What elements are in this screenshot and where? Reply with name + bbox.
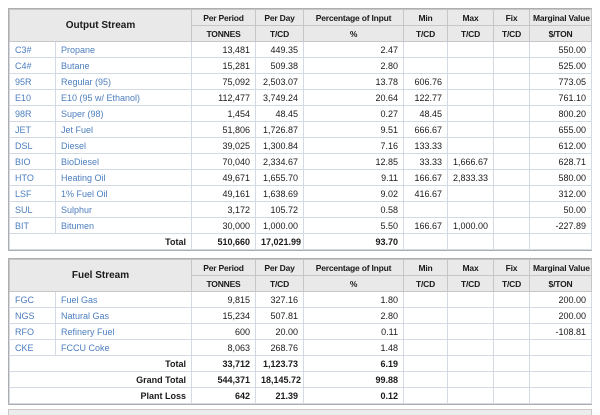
cell-marginal: 525.00 (530, 58, 592, 74)
cell-max (448, 138, 494, 154)
cell-pct: 6.19 (304, 356, 404, 372)
col-header-min: Min (404, 10, 448, 26)
cell-per-period: 544,371 (192, 372, 256, 388)
cell-marginal (530, 356, 592, 372)
output-table-title: Output Stream (10, 10, 192, 42)
fuel-table-title: Fuel Stream (10, 260, 192, 292)
cell-min (404, 42, 448, 58)
stream-code-link[interactable]: 98R (15, 108, 32, 119)
total-row-label: Plant Loss (10, 388, 192, 404)
cell-fix (494, 234, 530, 250)
stream-code-link[interactable]: CKE (15, 342, 34, 353)
cell-max (448, 202, 494, 218)
output-stream-table (9, 9, 592, 250)
cell-fix (494, 324, 530, 340)
cell-pct: 13.78 (304, 74, 404, 90)
stream-name-cell (56, 74, 192, 90)
cell-per-period: 1,454 (192, 106, 256, 122)
stream-code-cell (10, 90, 56, 106)
cell-per-day: 1,123.73 (256, 356, 304, 372)
cell-marginal: 312.00 (530, 186, 592, 202)
cell-per-day: 2,503.07 (256, 74, 304, 90)
stream-code-cell (10, 74, 56, 90)
cell-per-day: 20.00 (256, 324, 304, 340)
cell-min (404, 372, 448, 388)
cell-pct: 9.51 (304, 122, 404, 138)
table-row (10, 138, 592, 154)
stream-code-link[interactable]: HTO (15, 172, 34, 183)
output-stream-header (10, 10, 592, 42)
stream-name-cell (56, 324, 192, 340)
cell-per-period: 510,660 (192, 234, 256, 250)
col-unit-fix: T/CD (494, 26, 530, 42)
stream-code-cell (10, 106, 56, 122)
stream-name-cell (56, 292, 192, 308)
stream-code-cell (10, 170, 56, 186)
cell-fix (494, 58, 530, 74)
stream-name-link[interactable]: BioDiesel (61, 156, 100, 167)
cell-max (448, 372, 494, 388)
col-unit-per-period: TONNES (192, 276, 256, 292)
cell-min (404, 340, 448, 356)
cell-pct: 20.64 (304, 90, 404, 106)
col-unit-per-day: T/CD (256, 26, 304, 42)
col-header-marginal-value: Marginal Value (530, 260, 592, 276)
stream-name-link[interactable]: Propane (61, 44, 96, 55)
cell-per-day: 1,638.69 (256, 186, 304, 202)
cell-pct: 12.85 (304, 154, 404, 170)
stream-code-link[interactable]: FGC (15, 294, 34, 305)
cell-min (404, 308, 448, 324)
cell-max: 2,833.33 (448, 170, 494, 186)
cell-max: 1,000.00 (448, 218, 494, 234)
cell-per-period: 3,172 (192, 202, 256, 218)
stream-code-link[interactable]: C3# (15, 44, 32, 55)
stream-code-cell (10, 308, 56, 324)
cell-marginal: -108.81 (530, 324, 592, 340)
cell-per-period: 51,806 (192, 122, 256, 138)
cell-per-day: 509.38 (256, 58, 304, 74)
cell-marginal: 800.20 (530, 106, 592, 122)
stream-name-link[interactable]: Refinery Fuel (61, 326, 115, 337)
cell-fix (494, 340, 530, 356)
cell-marginal: 773.05 (530, 74, 592, 90)
cell-max (448, 186, 494, 202)
cell-max (448, 90, 494, 106)
stream-code-cell (10, 340, 56, 356)
cell-marginal: 200.00 (530, 292, 592, 308)
col-unit-max: T/CD (448, 26, 494, 42)
cell-pct: 5.50 (304, 218, 404, 234)
cell-fix (494, 138, 530, 154)
cell-max (448, 106, 494, 122)
stream-name-link[interactable]: Heating Oil (61, 172, 106, 183)
cell-max (448, 388, 494, 404)
cell-per-period: 642 (192, 388, 256, 404)
cell-marginal: 550.00 (530, 42, 592, 58)
cell-fix (494, 154, 530, 170)
cell-max (448, 234, 494, 250)
cell-per-day: 268.76 (256, 340, 304, 356)
stream-name-link[interactable]: Natural Gas (61, 310, 110, 321)
cell-fix (494, 308, 530, 324)
stream-code-cell (10, 138, 56, 154)
cell-pct: 93.70 (304, 234, 404, 250)
cell-per-day: 1,000.00 (256, 218, 304, 234)
cell-fix (494, 186, 530, 202)
col-header-pct-of-input: Percentage of Input (304, 260, 404, 276)
cell-marginal: 655.00 (530, 122, 592, 138)
cell-fix (494, 42, 530, 58)
cell-marginal: 628.71 (530, 154, 592, 170)
stream-code-link[interactable]: C4# (15, 60, 32, 71)
cell-marginal: 761.10 (530, 90, 592, 106)
col-unit-marginal-value: $/TON (530, 26, 592, 42)
cell-per-day: 48.45 (256, 106, 304, 122)
table-row (10, 58, 592, 74)
cell-per-period: 49,671 (192, 170, 256, 186)
cell-max (448, 340, 494, 356)
cell-per-period: 15,281 (192, 58, 256, 74)
cell-per-day: 1,726.87 (256, 122, 304, 138)
stream-name-link[interactable]: 1% Fuel Oil (61, 188, 108, 199)
cell-pct: 99.88 (304, 372, 404, 388)
col-unit-marginal-value: $/TON (530, 276, 592, 292)
col-unit-max: T/CD (448, 276, 494, 292)
stream-name-cell (56, 308, 192, 324)
col-unit-min: T/CD (404, 26, 448, 42)
fuel-stream-table-wrap (8, 258, 592, 405)
cell-pct: 9.11 (304, 170, 404, 186)
stream-name-link[interactable]: FCCU Coke (61, 342, 110, 353)
cell-min: 416.67 (404, 186, 448, 202)
stream-code-cell (10, 202, 56, 218)
cell-per-day: 1,655.70 (256, 170, 304, 186)
stream-name-link[interactable]: Super (98) (61, 108, 104, 119)
cell-fix (494, 372, 530, 388)
cell-pct: 7.16 (304, 138, 404, 154)
stream-name-cell (56, 58, 192, 74)
total-row (10, 388, 592, 404)
cell-marginal (530, 234, 592, 250)
cell-per-day: 18,145.72 (256, 372, 304, 388)
cell-per-period: 13,481 (192, 42, 256, 58)
cell-fix (494, 106, 530, 122)
next-table-partial-header (8, 409, 592, 415)
cell-pct: 2.47 (304, 42, 404, 58)
table-row (10, 324, 592, 340)
cell-max: 1,666.67 (448, 154, 494, 170)
cell-per-period: 8,063 (192, 340, 256, 356)
col-unit-per-day: T/CD (256, 276, 304, 292)
table-row (10, 106, 592, 122)
stream-code-cell (10, 292, 56, 308)
cell-min (404, 292, 448, 308)
cell-per-period: 30,000 (192, 218, 256, 234)
cell-marginal: 50.00 (530, 202, 592, 218)
col-header-per-day: Per Day (256, 10, 304, 26)
stream-name-cell (56, 138, 192, 154)
cell-pct: 0.11 (304, 324, 404, 340)
stream-name-cell (56, 186, 192, 202)
cell-per-day: 105.72 (256, 202, 304, 218)
table-row (10, 74, 592, 90)
cell-marginal: 580.00 (530, 170, 592, 186)
cell-max (448, 122, 494, 138)
output-stream-table-wrap (8, 8, 592, 251)
stream-code-link[interactable]: SUL (15, 204, 33, 215)
stream-name-cell (56, 42, 192, 58)
cell-min (404, 202, 448, 218)
table-row (10, 90, 592, 106)
cell-min (404, 388, 448, 404)
fuel-stream-header (10, 260, 592, 292)
col-unit-fix: T/CD (494, 276, 530, 292)
col-header-per-day: Per Day (256, 260, 304, 276)
cell-marginal: 200.00 (530, 308, 592, 324)
col-header-per-period: Per Period (192, 260, 256, 276)
cell-max (448, 308, 494, 324)
table-row (10, 170, 592, 186)
cell-max (448, 292, 494, 308)
table-row (10, 340, 592, 356)
cell-min: 33.33 (404, 154, 448, 170)
cell-per-period: 9,815 (192, 292, 256, 308)
stream-name-cell (56, 90, 192, 106)
cell-per-day: 3,749.24 (256, 90, 304, 106)
stream-code-cell (10, 58, 56, 74)
cell-per-day: 449.35 (256, 42, 304, 58)
total-row-label: Total (10, 356, 192, 372)
stream-name-link[interactable]: Fuel Gas (61, 294, 98, 305)
cell-per-period: 75,092 (192, 74, 256, 90)
cell-fix (494, 218, 530, 234)
cell-pct: 2.80 (304, 58, 404, 74)
stream-code-link[interactable]: LSF (15, 188, 32, 199)
table-row (10, 292, 592, 308)
cell-fix (494, 122, 530, 138)
cell-min (404, 324, 448, 340)
cell-per-period: 49,161 (192, 186, 256, 202)
table-row (10, 218, 592, 234)
cell-per-day: 327.16 (256, 292, 304, 308)
cell-pct: 1.48 (304, 340, 404, 356)
cell-fix (494, 90, 530, 106)
cell-per-day: 2,334.67 (256, 154, 304, 170)
stream-name-link[interactable]: Regular (95) (61, 76, 112, 87)
stream-code-link[interactable]: BIO (15, 156, 31, 167)
col-header-pct-of-input: Percentage of Input (304, 10, 404, 26)
stream-name-link[interactable]: Diesel (61, 140, 87, 151)
cell-pct: 0.27 (304, 106, 404, 122)
col-header-min: Min (404, 260, 448, 276)
cell-per-period: 112,477 (192, 90, 256, 106)
cell-max (448, 42, 494, 58)
stream-code-cell (10, 122, 56, 138)
stream-code-link[interactable]: DSL (15, 140, 33, 151)
cell-max (448, 356, 494, 372)
stream-code-cell (10, 42, 56, 58)
stream-name-cell (56, 154, 192, 170)
stream-name-cell (56, 122, 192, 138)
stream-name-link[interactable]: E10 (95 w/ Ethanol) (61, 92, 141, 103)
stream-name-cell (56, 202, 192, 218)
cell-per-day: 17,021.99 (256, 234, 304, 250)
cell-pct: 9.02 (304, 186, 404, 202)
col-header-per-period: Per Period (192, 10, 256, 26)
cell-min (404, 58, 448, 74)
col-header-max: Max (448, 260, 494, 276)
cell-pct: 2.80 (304, 308, 404, 324)
table-row (10, 186, 592, 202)
fuel-stream-table (9, 259, 592, 404)
cell-max (448, 324, 494, 340)
stream-name-link[interactable]: Bitumen (61, 220, 95, 231)
cell-per-period: 39,025 (192, 138, 256, 154)
cell-marginal: 612.00 (530, 138, 592, 154)
stream-name-cell (56, 106, 192, 122)
stream-name-cell (56, 218, 192, 234)
col-header-max: Max (448, 10, 494, 26)
table-row (10, 308, 592, 324)
cell-max (448, 74, 494, 90)
cell-fix (494, 170, 530, 186)
cell-min: 606.76 (404, 74, 448, 90)
cell-marginal (530, 388, 592, 404)
cell-marginal (530, 340, 592, 356)
cell-per-day: 1,300.84 (256, 138, 304, 154)
stream-code-link[interactable]: E10 (15, 92, 32, 103)
cell-fix (494, 74, 530, 90)
stream-name-cell (56, 340, 192, 356)
cell-min: 133.33 (404, 138, 448, 154)
table-row (10, 202, 592, 218)
stream-code-link[interactable]: BIT (15, 220, 30, 231)
cell-fix (494, 388, 530, 404)
col-header-fix: Fix (494, 10, 530, 26)
cell-per-day: 507.81 (256, 308, 304, 324)
cell-min (404, 234, 448, 250)
col-unit-pct-of-input: % (304, 26, 404, 42)
cell-min: 122.77 (404, 90, 448, 106)
col-unit-per-period: TONNES (192, 26, 256, 42)
total-row (10, 356, 592, 372)
stream-code-link[interactable]: JET (15, 124, 32, 135)
cell-pct: 1.80 (304, 292, 404, 308)
cell-fix (494, 356, 530, 372)
stream-code-link[interactable]: 95R (15, 76, 32, 87)
total-row (10, 234, 592, 250)
cell-max (448, 58, 494, 74)
stream-name-link[interactable]: Butane (61, 60, 90, 71)
cell-min: 166.67 (404, 218, 448, 234)
cell-marginal: -227.89 (530, 218, 592, 234)
cell-min: 48.45 (404, 106, 448, 122)
cell-per-period: 15,234 (192, 308, 256, 324)
stream-name-link[interactable]: Sulphur (61, 204, 93, 215)
stream-code-cell (10, 324, 56, 340)
stream-code-link[interactable]: NGS (15, 310, 35, 321)
cell-per-period: 33,712 (192, 356, 256, 372)
stream-name-link[interactable]: Jet Fuel (61, 124, 94, 135)
col-header-fix: Fix (494, 260, 530, 276)
cell-min: 666.67 (404, 122, 448, 138)
col-header-marginal-value: Marginal Value (530, 10, 592, 26)
cell-min (404, 356, 448, 372)
col-unit-pct-of-input: % (304, 276, 404, 292)
cell-pct: 0.12 (304, 388, 404, 404)
table-row (10, 154, 592, 170)
stream-code-cell (10, 218, 56, 234)
cell-per-day: 21.39 (256, 388, 304, 404)
cell-pct: 0.58 (304, 202, 404, 218)
cell-per-period: 600 (192, 324, 256, 340)
total-row-label: Total (10, 234, 192, 250)
cell-fix (494, 202, 530, 218)
cell-marginal (530, 372, 592, 388)
cell-per-period: 70,040 (192, 154, 256, 170)
total-row-label: Grand Total (10, 372, 192, 388)
stream-code-link[interactable]: RFO (15, 326, 34, 337)
table-row (10, 42, 592, 58)
stream-code-cell (10, 186, 56, 202)
total-row (10, 372, 592, 388)
cell-fix (494, 292, 530, 308)
cell-min: 166.67 (404, 170, 448, 186)
col-unit-min: T/CD (404, 276, 448, 292)
stream-code-cell (10, 154, 56, 170)
table-row (10, 122, 592, 138)
stream-name-cell (56, 170, 192, 186)
